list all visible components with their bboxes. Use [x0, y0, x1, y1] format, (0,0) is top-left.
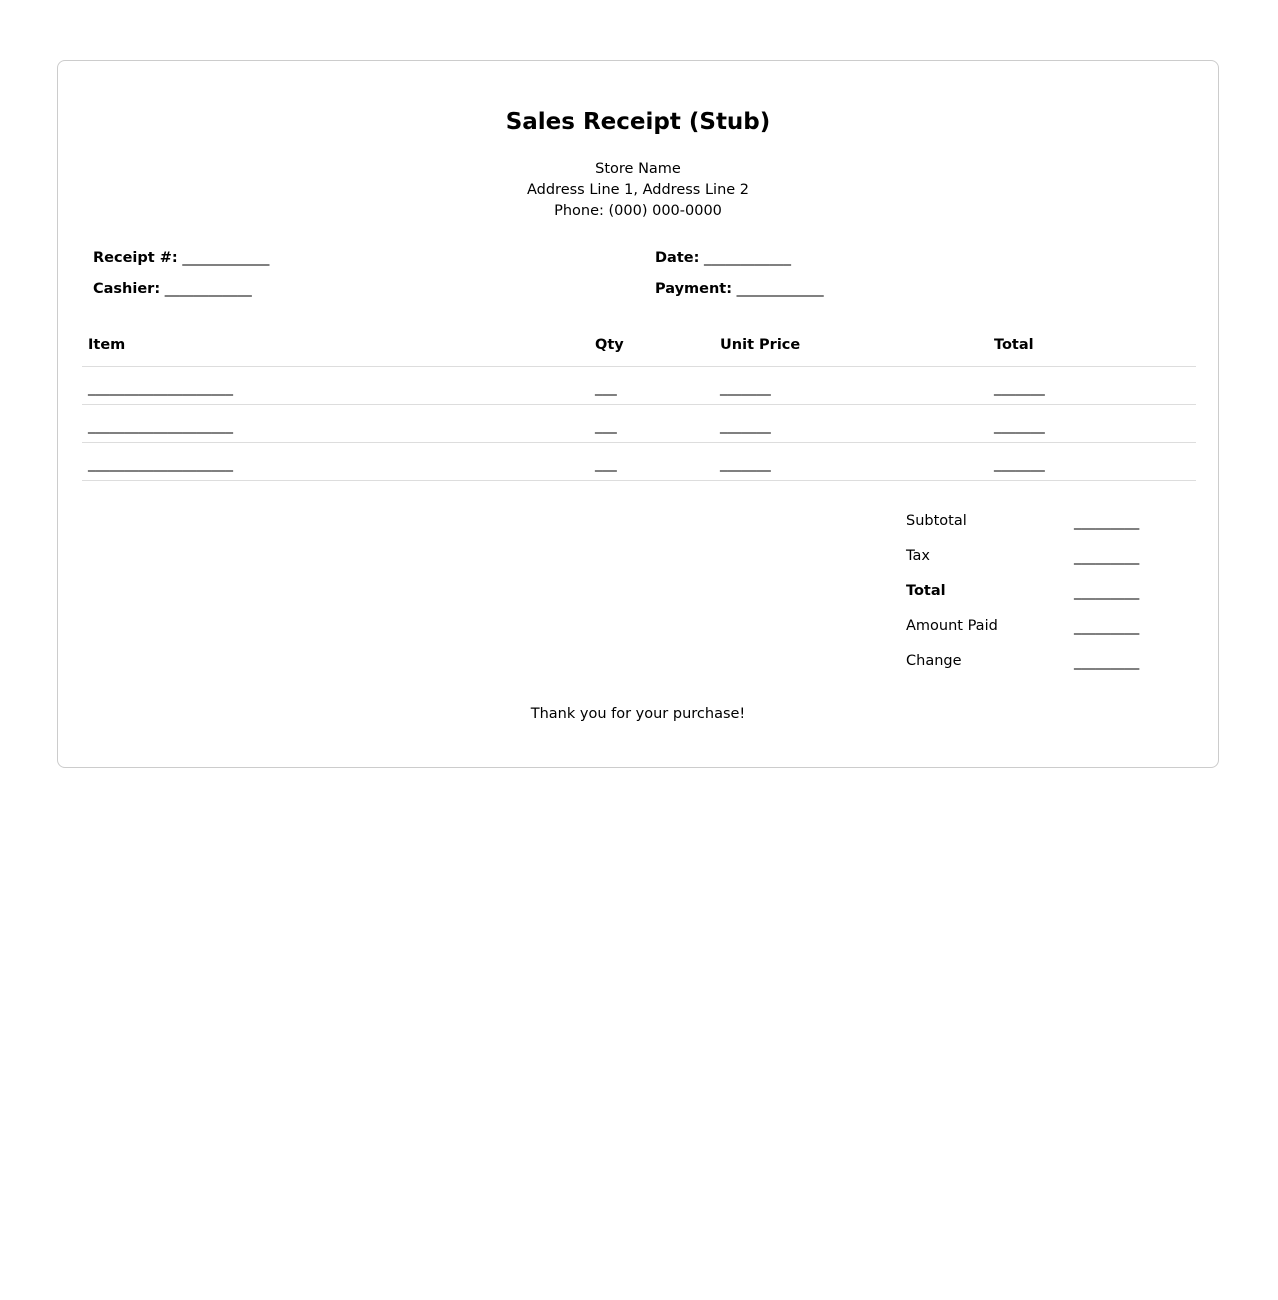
table-row — [82, 443, 1196, 481]
amount-paid-label: Amount Paid — [906, 618, 998, 634]
store-address: Address Line 1, Address Line 2 — [526, 182, 750, 198]
cashier-value: ____________ — [164, 281, 252, 297]
change-label: Change — [906, 653, 962, 669]
thank-you-message: Thank you for your purchase! — [530, 706, 746, 722]
item-cell: ____________________ — [88, 456, 233, 472]
payment-field — [655, 279, 824, 299]
tax-value: _________ — [1074, 549, 1140, 565]
item-cell: ____________________ — [88, 418, 233, 434]
unit-price-cell: _______ — [720, 456, 771, 472]
item-cell: ____________________ — [88, 380, 233, 396]
grand-total-row — [906, 583, 1166, 618]
date-field — [655, 248, 791, 268]
receipt-number-value: ____________ — [182, 250, 270, 266]
receipt-title: Sales Receipt (Stub) — [505, 109, 771, 135]
column-header-item: Item — [88, 337, 126, 353]
date-label: Date: — [655, 250, 700, 266]
store-info — [58, 159, 1218, 222]
date-value: ____________ — [704, 250, 791, 266]
total-cell: _______ — [994, 456, 1045, 472]
amount-paid-value: _________ — [1074, 619, 1140, 635]
total-cell: _______ — [994, 418, 1045, 434]
column-header-total: Total — [994, 337, 1034, 353]
qty-cell: ___ — [595, 418, 617, 434]
store-phone: Phone: (000) 000-0000 — [554, 203, 722, 219]
qty-cell: ___ — [595, 456, 617, 472]
subtotal-value: _________ — [1074, 514, 1140, 530]
items-table — [82, 331, 1196, 481]
table-header-row — [82, 331, 1196, 367]
qty-cell: ___ — [595, 380, 617, 396]
store-name: Store Name — [595, 161, 681, 177]
receipt-number-label: Receipt #: — [93, 250, 178, 266]
cashier-label: Cashier: — [93, 281, 161, 297]
grand-total-label: Total — [906, 583, 946, 599]
tax-row — [906, 548, 1166, 583]
payment-label: Payment: — [655, 281, 733, 297]
column-header-unit-price: Unit Price — [720, 337, 801, 353]
subtotal-row — [906, 513, 1166, 548]
table-row — [82, 405, 1196, 443]
change-value: _________ — [1074, 654, 1140, 670]
subtotal-label: Subtotal — [906, 513, 967, 529]
table-row — [82, 367, 1196, 405]
cashier-field — [93, 279, 252, 299]
tax-label: Tax — [906, 548, 930, 564]
grand-total-value: _________ — [1074, 584, 1140, 600]
payment-value: ____________ — [736, 281, 824, 297]
unit-price-cell: _______ — [720, 418, 771, 434]
total-cell: _______ — [994, 380, 1045, 396]
totals-summary — [906, 513, 1166, 688]
unit-price-cell: _______ — [720, 380, 771, 396]
amount-paid-row — [906, 618, 1166, 653]
column-header-qty: Qty — [595, 337, 624, 353]
receipt-card — [57, 60, 1219, 768]
change-row — [906, 653, 1166, 688]
receipt-number-field — [93, 248, 269, 268]
